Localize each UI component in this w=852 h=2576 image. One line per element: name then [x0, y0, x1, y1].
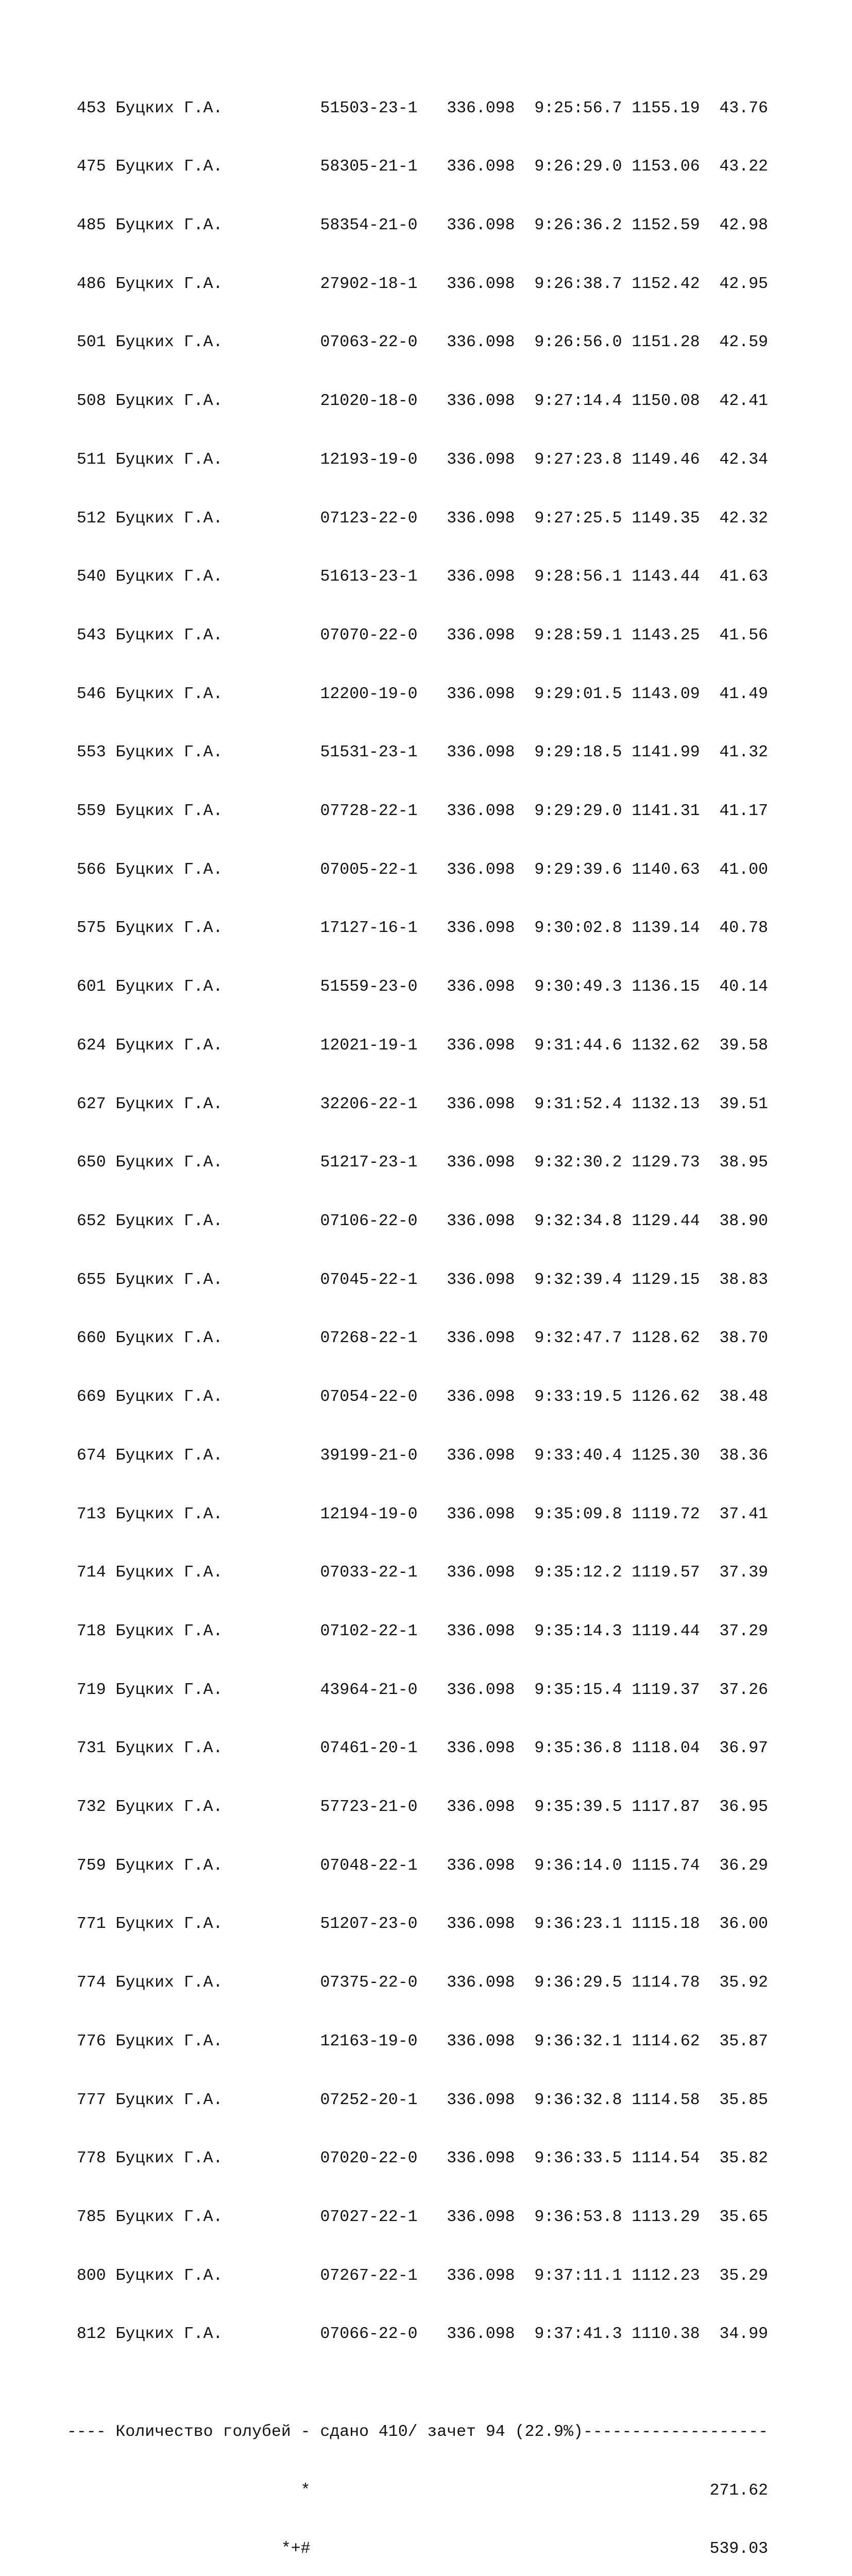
- section-a-rows: [67, 60, 768, 2383]
- result-row: 771 Буцких Г.А. 51207-23-0 336.098 9:36:23.1 1115.18 36.00: [67, 1915, 769, 1934]
- result-row: 718 Буцких Г.А. 07102-22-1 336.098 9:35:14.3 1119.44 37.29: [67, 1622, 769, 1640]
- result-row: 660 Буцких Г.А. 07268-22-1 336.098 9:32:47.7 1128.62 38.70: [67, 1329, 769, 1348]
- result-row: 540 Буцких Г.А. 51613-23-1 336.098 9:28:56.1 1143.44 41.63: [67, 568, 769, 586]
- result-row: 731 Буцких Г.А. 07461-20-1 336.098 9:35:36.8 1118.04 36.97: [67, 1739, 769, 1758]
- result-row: 776 Буцких Г.А. 12163-19-0 336.098 9:36:32.1 1114.62 35.87: [67, 2032, 769, 2050]
- result-row: 543 Буцких Г.А. 07070-22-0 336.098 9:28:59.1 1143.25 41.56: [67, 626, 769, 645]
- result-row: 669 Буцких Г.А. 07054-22-0 336.098 9:33:19.5 1126.62 38.48: [67, 1388, 769, 1406]
- result-row: 553 Буцких Г.А. 51531-23-1 336.098 9:29:18.5 1141.99 41.32: [67, 743, 769, 762]
- result-row: 774 Буцких Г.А. 07375-22-0 336.098 9:36:29.5 1114.78 35.92: [67, 1974, 769, 1992]
- result-row: 546 Буцких Г.А. 12200-19-0 336.098 9:29:01.5 1143.09 41.49: [67, 685, 769, 703]
- result-row: 778 Буцких Г.А. 07020-22-0 336.098 9:36:33.5 1114.54 35.82: [67, 2149, 769, 2168]
- result-row: 485 Буцких Г.А. 58354-21-0 336.098 9:26:36.2 1152.59 42.98: [67, 216, 769, 235]
- result-row: 566 Буцких Г.А. 07005-22-1 336.098 9:29:39.6 1140.63 41.00: [67, 860, 769, 879]
- section-a-summary: ---- Количество голубей - сдано 410/ зачет 94 (22.9%)-------------------: [67, 2422, 769, 2441]
- result-row: 759 Буцких Г.А. 07048-22-1 336.098 9:36:14.0 1115.74 36.29: [67, 1856, 769, 1875]
- result-row: 559 Буцких Г.А. 07728-22-1 336.098 9:29:29.0 1141.31 41.17: [67, 802, 769, 821]
- result-row: 624 Буцких Г.А. 12021-19-1 336.098 9:31:44.6 1132.62 39.58: [67, 1036, 769, 1055]
- result-row: 511 Буцких Г.А. 12193-19-0 336.098 9:27:23.8 1149.46 42.34: [67, 450, 769, 469]
- result-row: 674 Буцких Г.А. 39199-21-0 336.098 9:33:40.4 1125.30 38.36: [67, 1446, 769, 1465]
- result-row: 719 Буцких Г.А. 43964-21-0 336.098 9:35:15.4 1119.37 37.26: [67, 1681, 769, 1699]
- result-row: 501 Буцких Г.А. 07063-22-0 336.098 9:26:56.0 1151.28 42.59: [67, 333, 769, 352]
- result-row: 655 Буцких Г.А. 07045-22-1 336.098 9:32:39.4 1129.15 38.83: [67, 1270, 769, 1289]
- result-row: 512 Буцких Г.А. 07123-22-0 336.098 9:27:25.5 1149.35 42.32: [67, 509, 769, 528]
- result-row: 732 Буцких Г.А. 57723-21-0 336.098 9:35:39.5 1117.87 36.95: [67, 1798, 769, 1817]
- result-row: 508 Буцких Г.А. 21020-18-0 336.098 9:27:14.4 1150.08 42.41: [67, 392, 769, 411]
- results-printout: [67, 21, 768, 2576]
- result-row: 800 Буцких Г.А. 07267-22-1 336.098 9:37:11.1 1112.23 35.29: [67, 2266, 769, 2285]
- result-row: 713 Буцких Г.А. 12194-19-0 336.098 9:35:09.8 1119.72 37.41: [67, 1505, 769, 1523]
- result-row: 812 Буцких Г.А. 07066-22-0 336.098 9:37:41.3 1110.38 34.99: [67, 2325, 769, 2344]
- result-row: 475 Буцких Г.А. 58305-21-1 336.098 9:26:29.0 1153.06 43.22: [67, 158, 769, 176]
- result-row: 601 Буцких Г.А. 51559-23-0 336.098 9:30:49.3 1136.15 40.14: [67, 978, 769, 996]
- result-row: 627 Буцких Г.А. 32206-22-1 336.098 9:31:52.4 1132.13 39.51: [67, 1095, 769, 1113]
- result-row: 575 Буцких Г.А. 17127-16-1 336.098 9:30:02.8 1139.14 40.78: [67, 919, 769, 938]
- result-row: 650 Буцких Г.А. 51217-23-1 336.098 9:32:30.2 1129.73 38.95: [67, 1154, 769, 1172]
- result-row: 453 Буцких Г.А. 51503-23-1 336.098 9:25:56.7 1155.19 43.76: [67, 99, 769, 117]
- result-row: 714 Буцких Г.А. 07033-22-1 336.098 9:35:12.2 1119.57 37.39: [67, 1564, 769, 1582]
- section-a-total-combined: *+# 539.03: [67, 2540, 769, 2558]
- result-row: 777 Буцких Г.А. 07252-20-1 336.098 9:36:32.8 1114.58 35.85: [67, 2091, 769, 2109]
- section-a-total-star: * 271.62: [67, 2481, 769, 2500]
- result-row: 652 Буцких Г.А. 07106-22-0 336.098 9:32:34.8 1129.44 38.90: [67, 1212, 769, 1230]
- result-row: 785 Буцких Г.А. 07027-22-1 336.098 9:36:53.8 1113.29 35.65: [67, 2208, 769, 2226]
- result-row: 486 Буцких Г.А. 27902-18-1 336.098 9:26:38.7 1152.42 42.95: [67, 275, 769, 293]
